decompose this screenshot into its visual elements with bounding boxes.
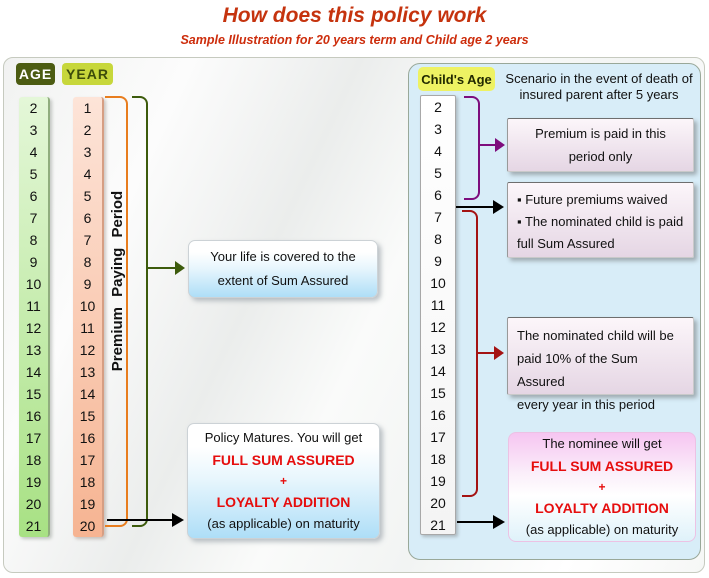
- year-cell: 14: [79, 386, 96, 402]
- year-cell: 12: [79, 342, 96, 358]
- child-age-cell: 7: [434, 209, 442, 225]
- year-cell: 7: [83, 232, 92, 248]
- childs-age-header: Child's Age: [418, 67, 495, 91]
- maturity-line4: LOYALTY ADDITION: [216, 494, 351, 510]
- life-cover-arrow-icon: [175, 261, 185, 275]
- life-cover-line1: Your life is covered to the: [210, 249, 356, 264]
- year-cell: 2: [83, 122, 92, 138]
- child-age-cell: 18: [430, 451, 446, 467]
- age-cell: 4: [29, 144, 38, 160]
- child-age-cell: 19: [430, 473, 446, 489]
- scenario-line2: insured parent after 5 years: [519, 87, 679, 102]
- child-age-cell: 16: [430, 407, 446, 423]
- waiver-arrow-icon: [493, 200, 504, 214]
- year-cell: 4: [83, 166, 92, 182]
- age-cell: 21: [25, 518, 42, 534]
- nominee-line2: FULL SUM ASSURED: [530, 458, 674, 474]
- waiver-line3: full Sum Assured: [517, 236, 615, 251]
- nominee-benefit-box: [508, 432, 696, 542]
- age-cell: 19: [25, 474, 42, 490]
- maturity-line5: (as applicable) on maturity: [207, 516, 360, 531]
- scenario-heading: [498, 71, 700, 103]
- income-period-bracket-red: [462, 210, 478, 497]
- age-cell: 10: [25, 276, 42, 292]
- child-age-cell: 8: [434, 231, 442, 247]
- age-column: [19, 97, 50, 537]
- age-cell: 18: [25, 452, 42, 468]
- age-cell: 13: [25, 342, 42, 358]
- year-cell: 20: [79, 518, 96, 534]
- year-cell: 16: [79, 430, 96, 446]
- child-age-cell: 2: [434, 99, 442, 115]
- child-age-cell: 3: [434, 121, 442, 137]
- premium-paid-line2: period only: [568, 149, 633, 164]
- maturity-line2: FULL SUM ASSURED: [212, 452, 355, 468]
- income-line2: paid 10% of the Sum Assured: [517, 351, 638, 389]
- premium-waiver-box: [507, 182, 694, 258]
- age-cell: 5: [29, 166, 38, 182]
- premium-paid-box: [507, 118, 694, 172]
- income-line1: The nominated child will be: [517, 328, 674, 343]
- child-age-cell: 14: [430, 363, 446, 379]
- year-cell: 1: [83, 100, 92, 116]
- child-age-cell: 13: [430, 341, 446, 357]
- age-cell: 9: [29, 254, 38, 270]
- child-income-box: [507, 317, 694, 412]
- nominee-plus: +: [598, 480, 606, 494]
- year-cell: 8: [83, 254, 92, 270]
- income-arrow-icon: [494, 346, 504, 360]
- life-cover-line2: extent of Sum Assured: [217, 273, 349, 288]
- year-cell: 13: [79, 364, 96, 380]
- age-cell: 3: [29, 122, 38, 138]
- maturity-line1: Policy Matures. You will get: [204, 430, 363, 445]
- age-cell: 14: [25, 364, 42, 380]
- nominee-arrow-icon: [493, 515, 505, 529]
- child-age-cell: 17: [430, 429, 446, 445]
- nominee-line5: (as applicable) on maturity: [525, 522, 679, 537]
- age-cell: 20: [25, 496, 42, 512]
- child-age-cell: 21: [430, 517, 446, 533]
- age-cell: 7: [29, 210, 38, 226]
- child-age-cell: 20: [430, 495, 446, 511]
- premium-period-bracket-orange: [105, 96, 128, 527]
- income-line3: every year in this period: [517, 397, 656, 412]
- premium-paying-period-label: Premium Paying Period: [109, 190, 126, 372]
- child-age-cell: 4: [434, 143, 442, 159]
- waiver-arrow-line: [456, 206, 494, 208]
- child-age-cell: 11: [430, 297, 446, 313]
- scenario-line1: Scenario in the event of death of: [505, 71, 693, 86]
- year-cell: 10: [79, 298, 96, 314]
- maturity-box: [187, 423, 380, 539]
- life-cover-bracket-green: [132, 96, 148, 527]
- year-cell: 6: [83, 210, 92, 226]
- child-age-column: [420, 95, 456, 535]
- year-column: [73, 97, 104, 537]
- maturity-plus: +: [279, 474, 287, 488]
- nominee-line4: LOYALTY ADDITION: [535, 500, 669, 516]
- nominee-arrow-line: [457, 521, 494, 523]
- age-cell: 6: [29, 188, 38, 204]
- year-cell: 5: [83, 188, 92, 204]
- income-arrow-line: [478, 352, 495, 354]
- age-cell: 2: [29, 100, 38, 116]
- age-cell: 17: [25, 430, 42, 446]
- year-cell: 11: [80, 320, 95, 336]
- waiver-line2: ▪ The nominated child is paid: [517, 214, 684, 229]
- age-cell: 15: [25, 386, 42, 402]
- age-column-header: AGE: [16, 63, 55, 85]
- nominee-line1: The nominee will get: [542, 436, 662, 451]
- page-title: How does this policy work: [222, 4, 487, 27]
- child-age-cell: 10: [430, 275, 446, 291]
- child-age-cell: 9: [434, 253, 442, 269]
- child-age-cell: 6: [434, 187, 442, 203]
- year-cell: 17: [79, 452, 96, 468]
- year-cell: 3: [83, 144, 92, 160]
- year-cell: 9: [83, 276, 92, 292]
- age-cell: 8: [29, 232, 38, 248]
- premium-paid-arrow-icon: [495, 138, 505, 152]
- life-cover-arrow-line: [148, 267, 176, 269]
- life-cover-box: [188, 240, 378, 298]
- age-cell: 12: [25, 320, 42, 336]
- maturity-arrow-line: [107, 519, 173, 521]
- child-age-cell: 15: [430, 385, 446, 401]
- year-cell: 18: [79, 474, 96, 490]
- child-age-cell: 5: [434, 165, 442, 181]
- premium-paid-arrow-line: [480, 144, 496, 146]
- waiver-line1: ▪ Future premiums waived: [517, 192, 668, 207]
- premium-paid-line1: Premium is paid in this: [535, 126, 666, 141]
- age-cell: 16: [25, 408, 42, 424]
- year-cell: 15: [79, 408, 96, 424]
- maturity-arrow-icon: [172, 513, 184, 527]
- premium-paid-bracket-purple: [464, 96, 480, 200]
- year-cell: 19: [79, 496, 96, 512]
- child-age-cell: 12: [430, 319, 446, 335]
- year-column-header: YEAR: [62, 63, 113, 85]
- page-subtitle: Sample Illustration for 20 years term and Child age 2 years: [180, 33, 529, 47]
- age-cell: 11: [26, 298, 41, 314]
